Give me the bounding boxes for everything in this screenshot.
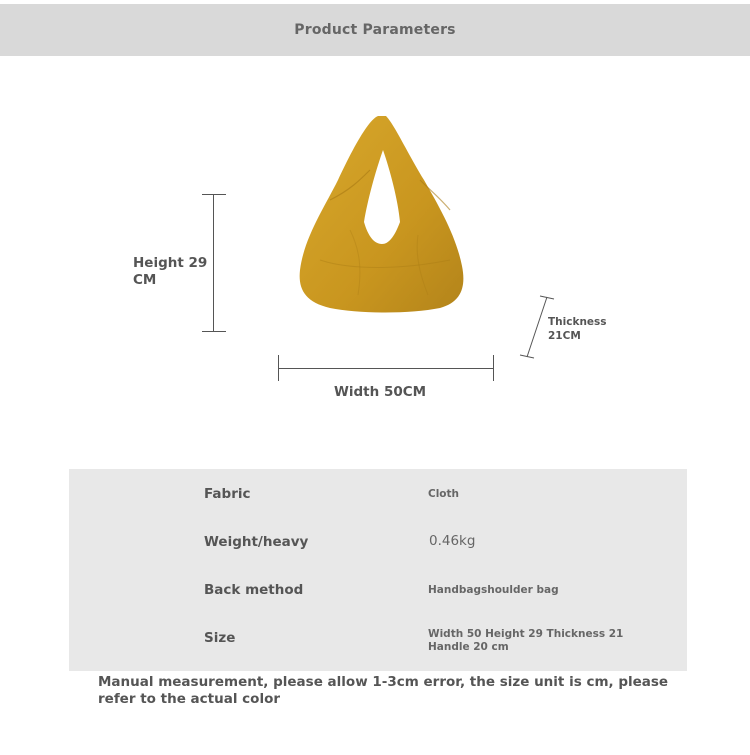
param-name: Size [204, 630, 236, 646]
width-dimension-line [278, 355, 494, 381]
param-value: 0.46kg [429, 533, 476, 549]
measurement-note: Manual measurement, please allow 1-3cm error, the size unit is cm, please refer to the actual color [98, 674, 669, 707]
param-name: Back method [204, 582, 304, 598]
thickness-label-text: Thickness 21CM [548, 316, 607, 342]
width-label: Width 50CM [334, 384, 427, 400]
param-value: Width 50 Height 29 Thickness 21 Handle 20 cm [428, 628, 624, 653]
header-title: Product Parameters [294, 22, 456, 38]
bag-image [290, 110, 475, 320]
param-name: Fabric [204, 486, 251, 502]
parameters-table [69, 469, 687, 671]
param-value: Handbagshoulder bag [428, 584, 559, 596]
param-value: Cloth [428, 488, 460, 500]
height-label: Height 29 CM [133, 255, 208, 288]
thickness-label [548, 315, 608, 343]
header-banner [0, 4, 750, 56]
param-name: Weight/heavy [204, 534, 309, 550]
